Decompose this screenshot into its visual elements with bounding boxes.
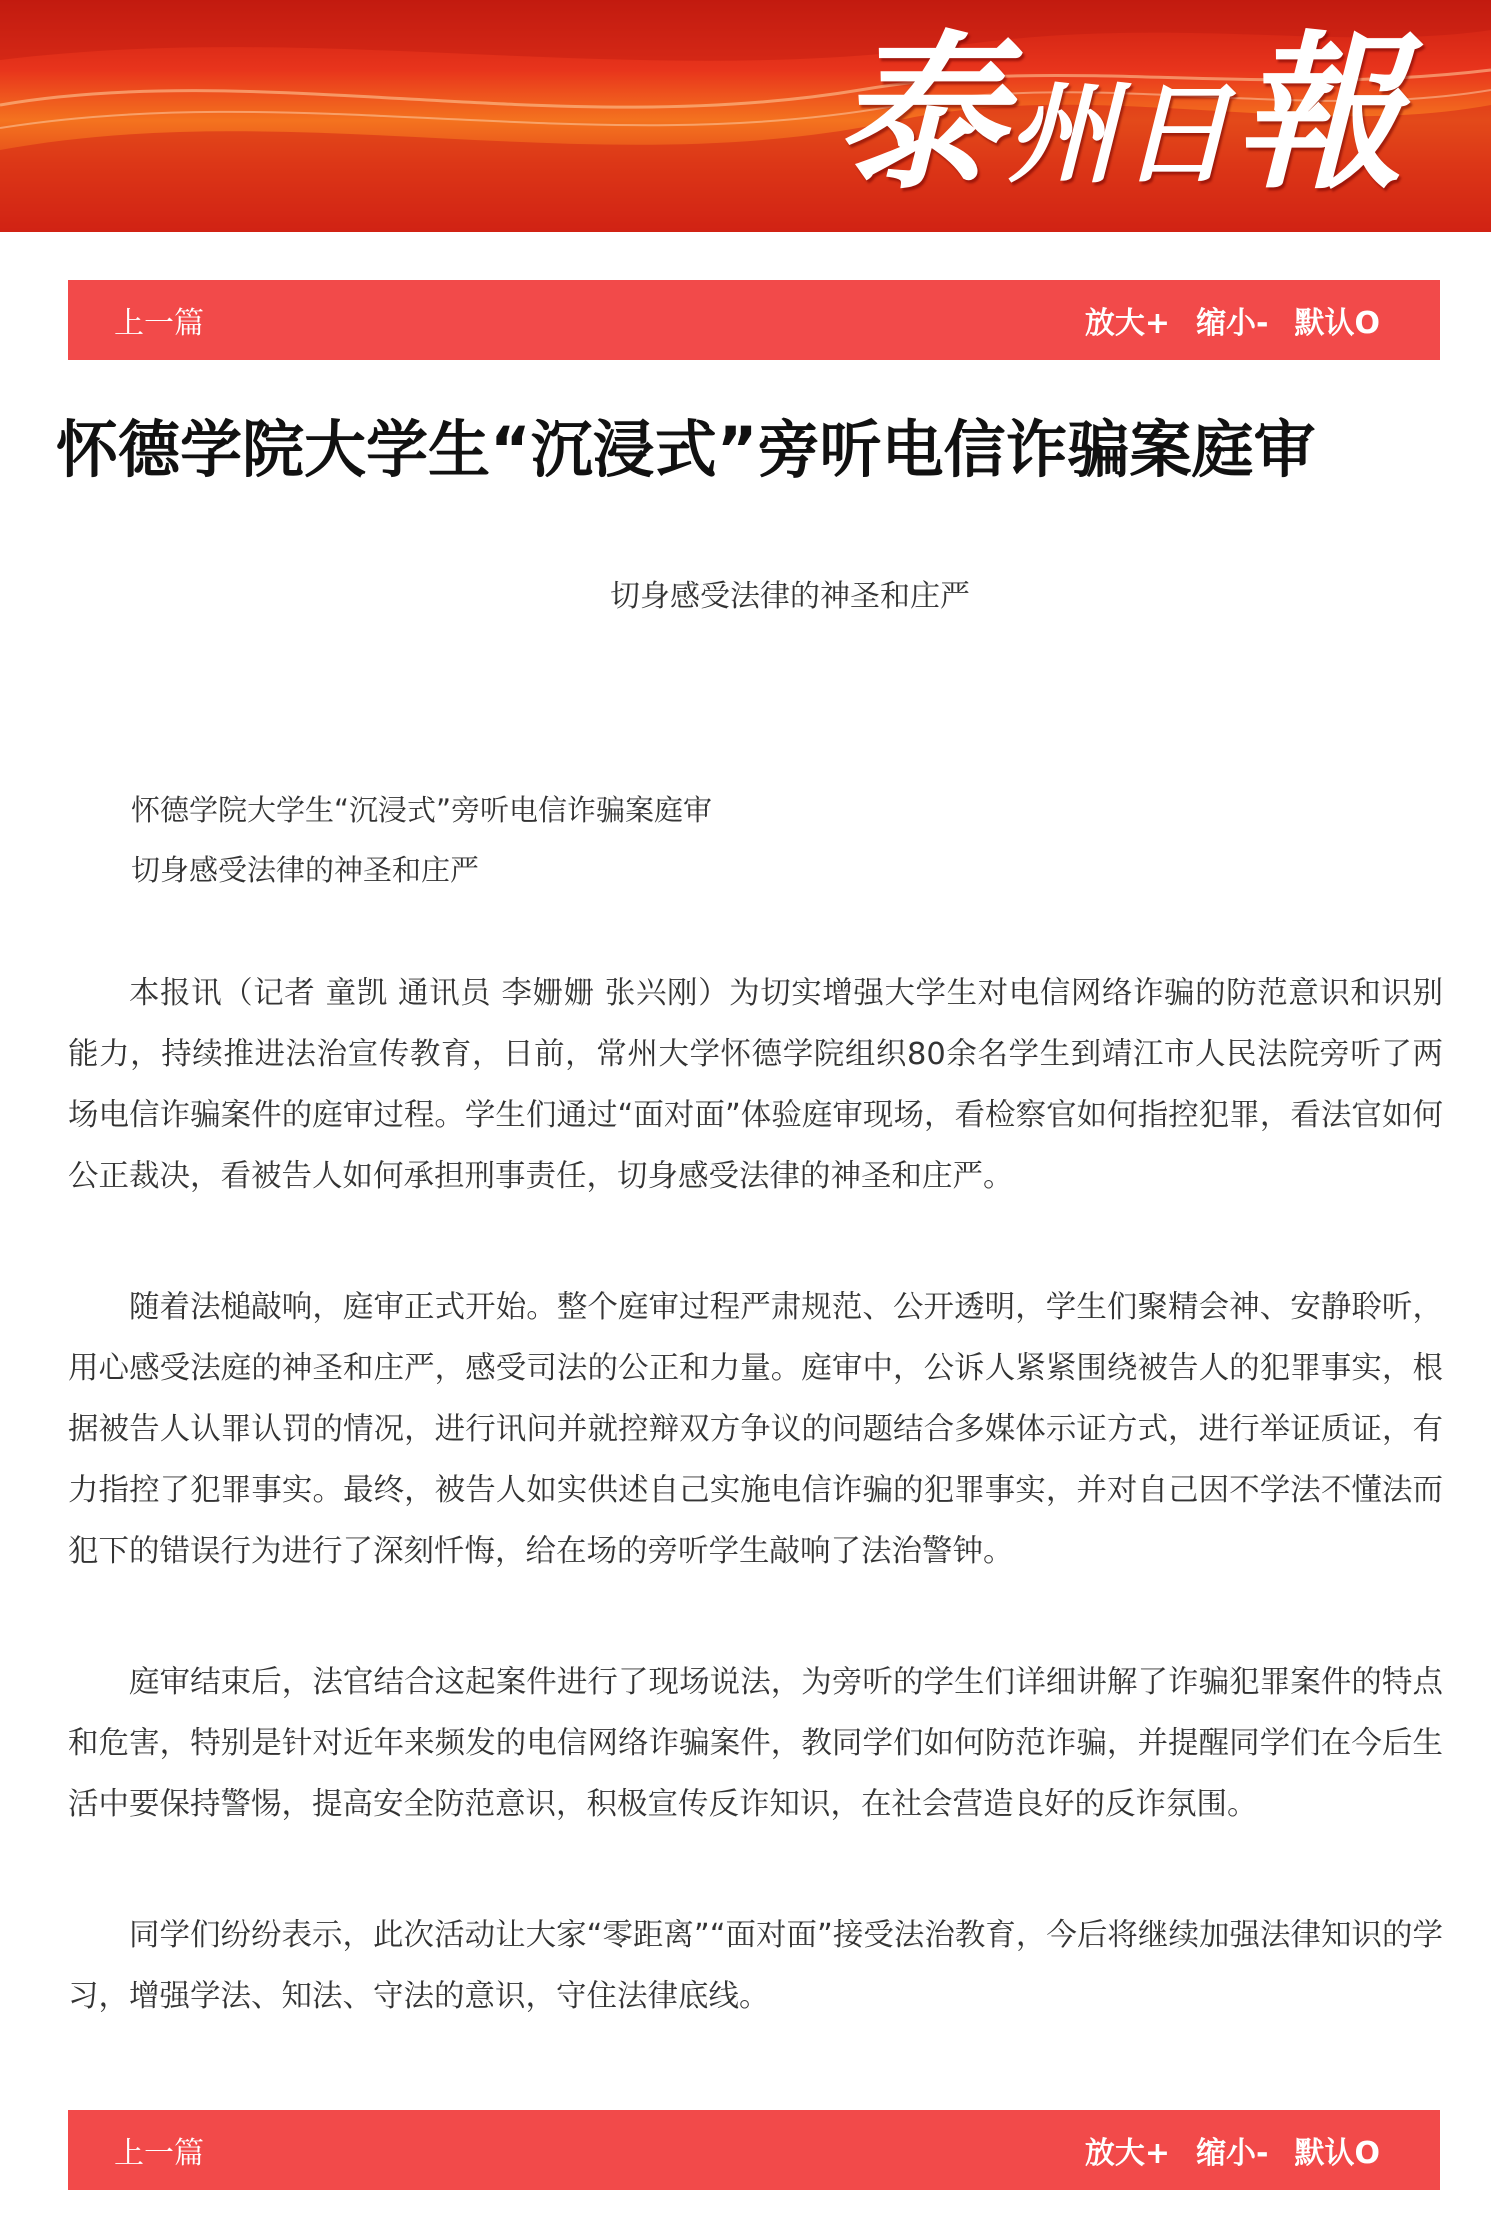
font-size-controls xyxy=(1085,2128,1380,2172)
intro-line: 切身感受法律的神圣和庄严 xyxy=(131,853,480,887)
previous-article-link[interactable]: 上一篇 xyxy=(114,2136,204,2171)
zoom-out-button[interactable]: 缩小- xyxy=(1196,306,1269,341)
article-title: 怀德学院大学生“沉浸式”旁听电信诈骗案庭审 xyxy=(56,413,1316,486)
article-paragraph: 庭审结束后，法官结合这起案件进行了现场说法，为旁听的学生们详细讲解了诈骗犯罪案件的特点和危害，特别是针对近年来频发的电信网络诈骗案件，教同学们如何防范诈骗，并提醒同学们在今后生活中要保持警惕，提高安全防范意识，积极宣传反诈知识，在社会营造良好的反诈氛围。 xyxy=(68,1665,1443,1822)
zoom-out-button[interactable]: 缩小- xyxy=(1196,2136,1269,2171)
newspaper-logo[interactable]: 泰州日報 xyxy=(835,14,1407,212)
zoom-default-button[interactable]: 默认O xyxy=(1294,306,1380,341)
article-toolbar-top xyxy=(68,280,1440,360)
article-intro xyxy=(131,780,1331,900)
masthead-banner xyxy=(0,0,1491,232)
zoom-in-button[interactable]: 放大+ xyxy=(1084,2136,1171,2171)
previous-article-link[interactable]: 上一篇 xyxy=(114,306,204,341)
article-paragraph: 随着法槌敲响，庭审正式开始。整个庭审过程严肃规范、公开透明，学生们聚精会神、安静聆听，用心感受法庭的神圣和庄严，感受司法的公正和力量。庭审中，公诉人紧紧围绕被告人的犯罪事实，根据被告人认罪认罚的情况，进行讯问并就控辩双方争议的问题结合多媒体示证方式，进行举证质证，有力指控了犯罪事实。最终，被告人如实供述自己实施电信诈骗的犯罪事实，并对自己因不学法不懂法而犯下的错误行为进行了深刻忏悔，给在场的旁听学生敲响了法治警钟。 xyxy=(68,1290,1443,1569)
article-paragraph: 本报讯（记者 童凯 通讯员 李姗姗 张兴刚）为切实增强大学生对电信网络诈骗的防范意识和识别能力，持续推进法治宣传教育，日前，常州大学怀德学院组织80余名学生到靖江市人民法院旁听了两场电信诈骗案件的庭审过程。学生们通过“面对面”体验庭审现场，看检察官如何指控犯罪，看法官如何公正裁决，看被告人如何承担刑事责任，切身感受法律的神圣和庄严。 xyxy=(68,976,1443,1194)
article-paragraph: 同学们纷纷表示，此次活动让大家“零距离”“面对面”接受法治教育，今后将继续加强法律知识的学习，增强学法、知法、守法的意识，守住法律底线。 xyxy=(68,1918,1443,2014)
intro-line: 怀德学院大学生“沉浸式”旁听电信诈骗案庭审 xyxy=(131,793,713,827)
zoom-in-button[interactable]: 放大+ xyxy=(1084,306,1171,341)
article-subtitle: 切身感受法律的神圣和庄严 xyxy=(610,579,970,614)
zoom-default-button[interactable]: 默认O xyxy=(1294,2136,1380,2171)
font-size-controls xyxy=(1085,298,1380,342)
article-toolbar-bottom xyxy=(68,2110,1440,2190)
article-body xyxy=(68,963,1443,2097)
